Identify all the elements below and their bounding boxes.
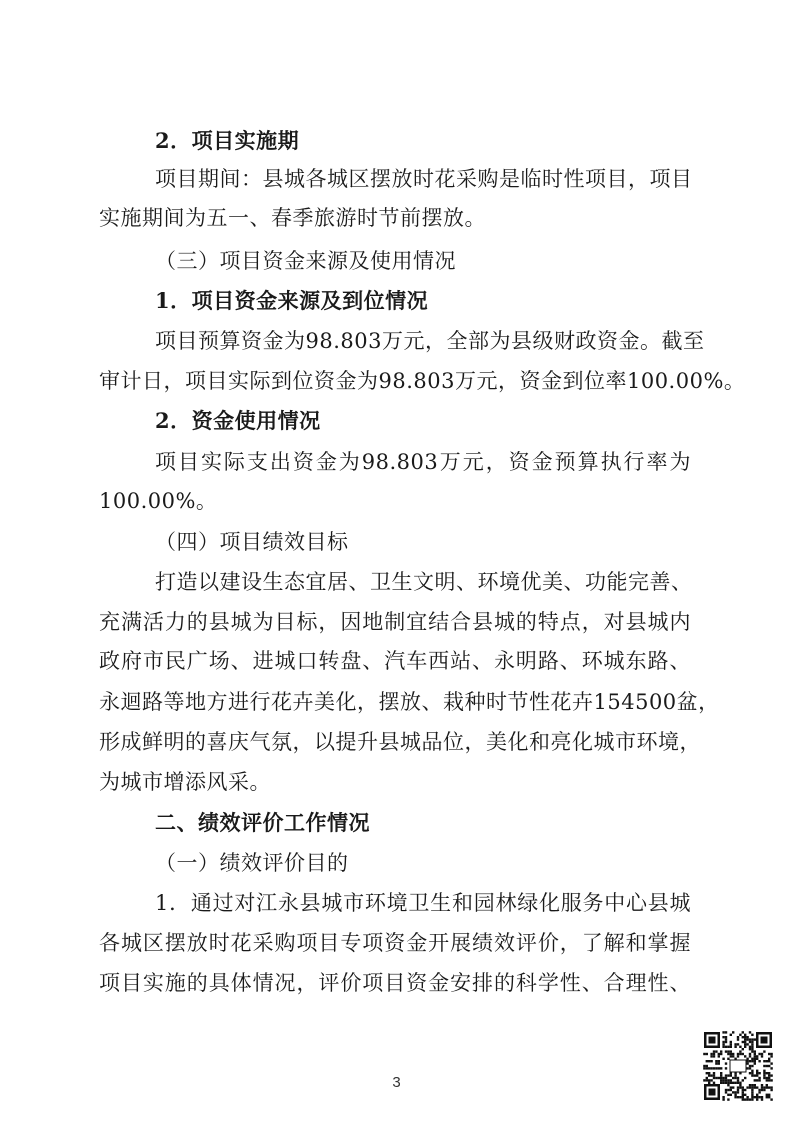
heading-implementation-period: 2．项目实施期 bbox=[155, 128, 300, 153]
paragraph-line: 各城区摆放时花采购项目专项资金开展绩效评价，了解和掌握 bbox=[99, 931, 691, 955]
section-heading-performance-goal: （四）项目绩效目标 bbox=[155, 530, 349, 554]
paragraph-line: 100.00%。 bbox=[99, 489, 218, 513]
qr-code-icon bbox=[702, 1030, 774, 1102]
paragraph-line: 项目预算资金为98.803万元，全部为县级财政资金。截至 bbox=[155, 329, 705, 353]
paragraph-line: 项目期间：县城各城区摆放时花采购是临时性项目，项目 bbox=[155, 167, 693, 191]
paragraph-line: 永迴路等地方进行花卉美化，摆放、栽种时节性花卉154500盆， bbox=[99, 690, 720, 714]
paragraph-line: 形成鲜明的喜庆气氛，以提升县城品位，美化和亮化城市环境， bbox=[99, 730, 701, 754]
page-number: 3 bbox=[392, 1074, 401, 1091]
paragraph-line: 充满活力的县城为目标，因地制宜结合县城的特点，对县城内 bbox=[99, 610, 691, 634]
paragraph-line: 实施期间为五一、春季旅游时节前摆放。 bbox=[99, 206, 486, 230]
heading-fund-usage: 2．资金使用情况 bbox=[155, 408, 321, 433]
section-heading-evaluation-purpose: （一）绩效评价目的 bbox=[155, 851, 349, 875]
section-heading-funding: （三）项目资金来源及使用情况 bbox=[155, 249, 456, 273]
paragraph-line: 项目实施的具体情况，评价项目资金安排的科学性、合理性、 bbox=[99, 971, 691, 995]
paragraph-line: 为城市增添风采。 bbox=[99, 770, 271, 794]
paragraph-line: 1．通过对江永县城市环境卫生和园林绿化服务中心县城 bbox=[155, 891, 691, 915]
chapter-heading-evaluation: 二、绩效评价工作情况 bbox=[155, 810, 370, 835]
paragraph-line: 政府市民广场、进城口转盘、汽车西站、永明路、环城东路、 bbox=[99, 649, 691, 673]
heading-funding-source: 1．项目资金来源及到位情况 bbox=[155, 288, 429, 313]
paragraph-line: 项目实际支出资金为98.803万元，资金预算执行率为 bbox=[155, 450, 691, 474]
paragraph-line: 审计日，项目实际到位资金为98.803万元，资金到位率100.00%。 bbox=[99, 369, 746, 393]
paragraph-line: 打造以建设生态宜居、卫生文明、环境优美、功能完善、 bbox=[155, 570, 693, 594]
